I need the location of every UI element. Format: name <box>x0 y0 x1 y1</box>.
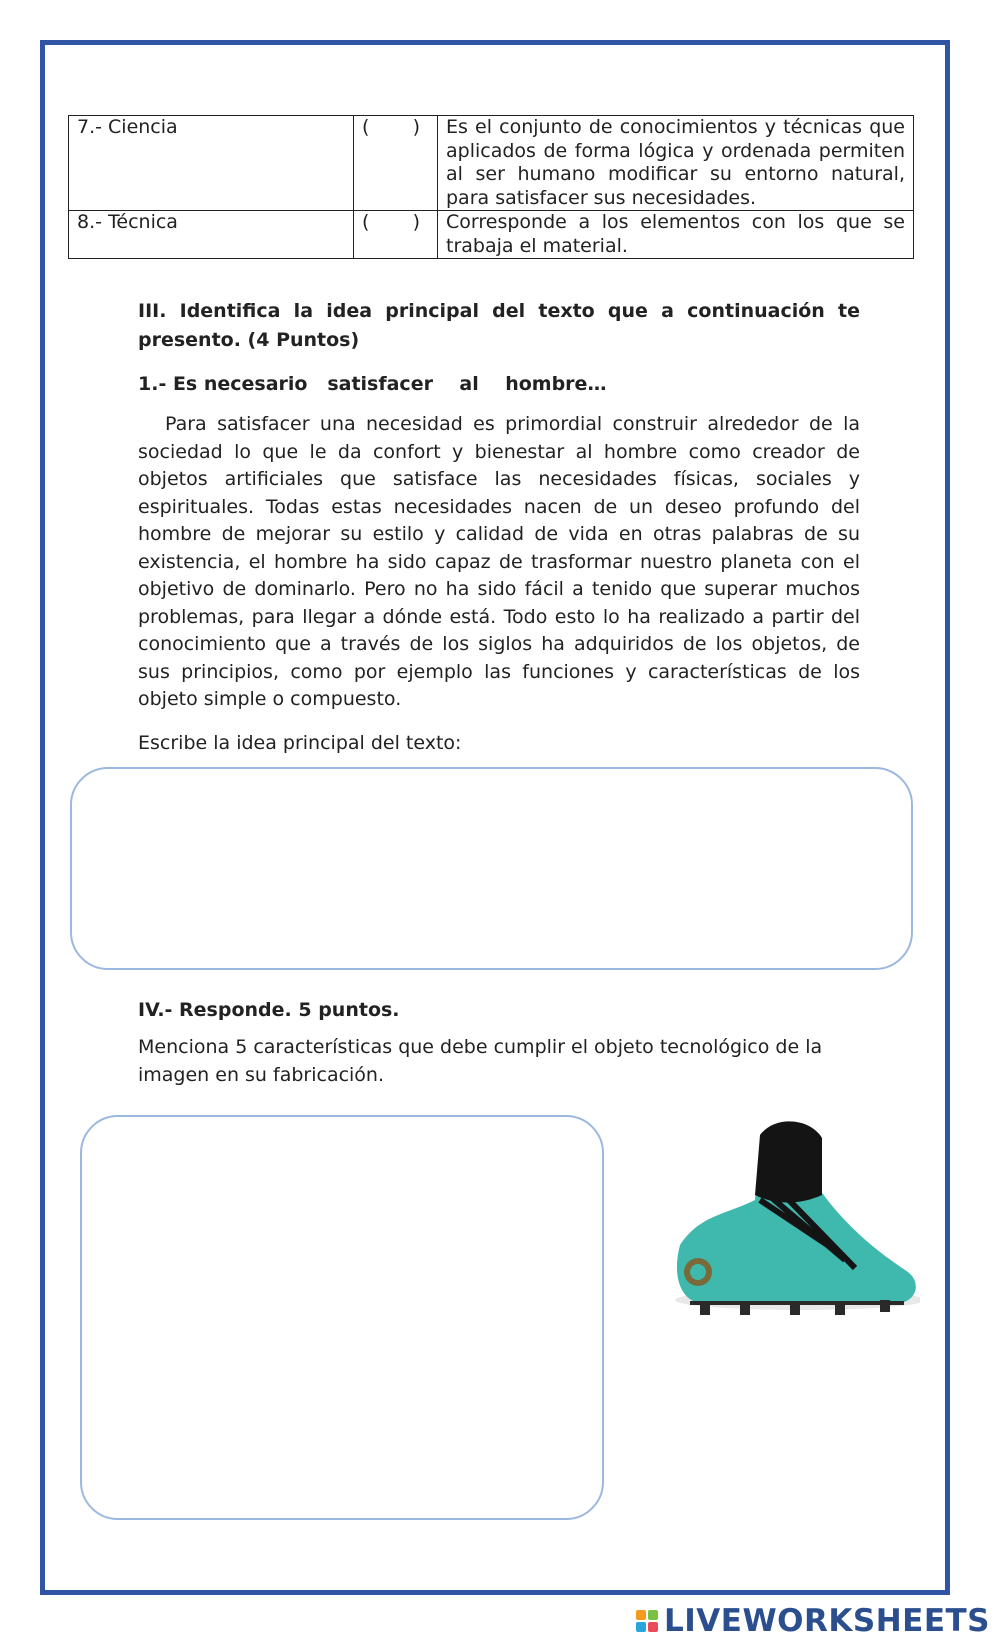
term-cell: 8.- Técnica <box>69 211 354 259</box>
characteristics-prompt: Menciona 5 características que debe cumplir el objeto tecnológico de la imagen en su fabricación. <box>138 1036 823 1086</box>
definition-cell: Es el conjunto de conocimientos y técnicas que aplicados de forma lógica y ordenada permiten al ser humano modificar su entorno natural, para satisfacer sus necesidades. <box>438 116 914 211</box>
definition-cell: Corresponde a los elementos con los que se trabaja el material. <box>438 211 914 259</box>
shoe-collar <box>755 1121 822 1202</box>
cleat-stud <box>790 1303 800 1315</box>
characteristics-answer-box[interactable] <box>80 1115 604 1520</box>
table-row <box>69 211 914 259</box>
cleat-stud <box>835 1303 845 1315</box>
answer-blank[interactable]: ( ) <box>354 211 438 259</box>
liveworksheets-brand <box>636 1603 990 1639</box>
brand-name: LIVEWORKSHEETS <box>664 1603 990 1639</box>
term-cell: 7.- Ciencia <box>69 116 354 211</box>
cleat-stud <box>880 1300 890 1312</box>
liveworksheets-logo-icon <box>636 1610 658 1632</box>
table-row <box>69 116 914 211</box>
answer-blank[interactable]: ( ) <box>354 116 438 211</box>
matching-table <box>68 115 914 259</box>
main-idea-prompt: Escribe la idea principal del texto: <box>138 732 462 754</box>
cleat-stud <box>740 1303 750 1315</box>
cleat-stud <box>700 1303 710 1315</box>
section-4-heading: IV.- Responde. 5 puntos. <box>138 999 400 1021</box>
section-3-subheading: 1.- Es necesario satisfacer al hombre… <box>138 373 607 395</box>
section-3-heading: III. Identifica la idea principal del texto que a continuación te presento. (4 Puntos) <box>138 300 860 351</box>
reading-paragraph: Para satisfacer una necesidad es primordial construir alrededor de la sociedad lo que le da confort y bienestar al hombre como creador de objetos artificiales que satisface las necesidades físicas, sociales y espirituales. Todas estas necesidades nacen de un deseo profundo del hombre de mejorar su estilo y calidad de vida en otras palabras de su existencia, el hombre ha sido capaz de trasformar nuestro planeta con el objetivo de dominarlo. Pero no ha sido fácil a tenido que superar muchos problemas, para llegar a dónde está. Todo esto lo ha realizado a partir del conocimiento que a través de los siglos ha adquiridos de los objetos, de sus principios, como por ejemplo las funciones y características de los objeto simple o compuesto. <box>138 413 860 710</box>
soccer-cleat-image <box>660 1100 920 1340</box>
main-idea-answer-box[interactable] <box>70 767 913 970</box>
